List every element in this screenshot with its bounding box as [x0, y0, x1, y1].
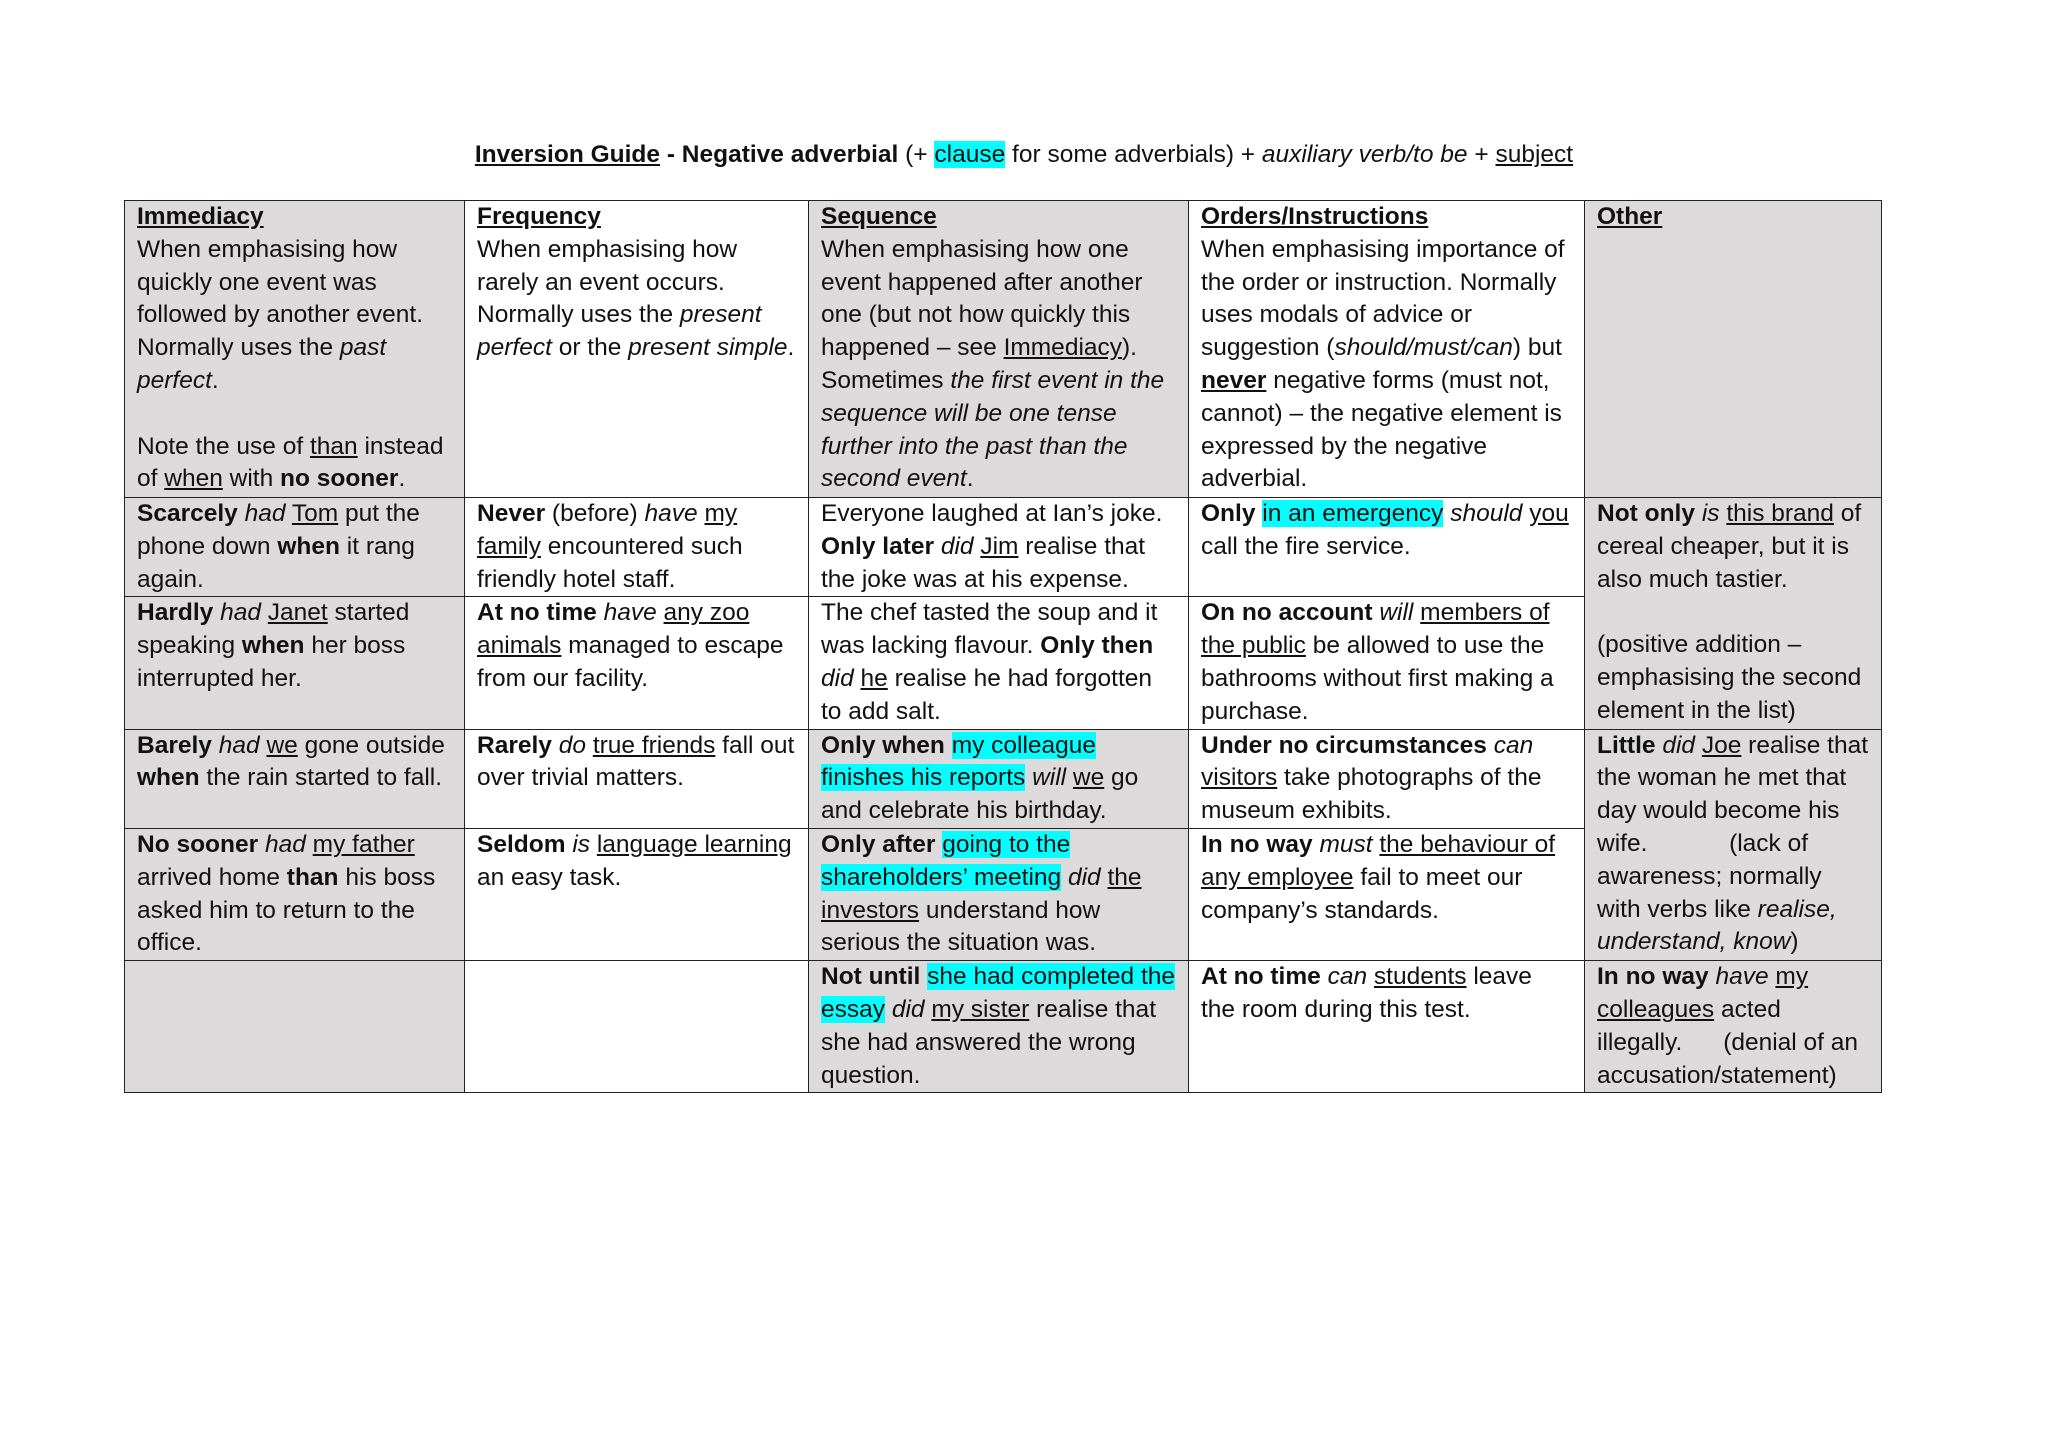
adverbial: Seldom [477, 830, 566, 858]
cell-orders [1189, 597, 1585, 729]
cell-text [657, 599, 664, 626]
title-subject: subject [1495, 141, 1574, 168]
subject: Joe [1701, 731, 1742, 759]
adverbial: Only when [821, 731, 945, 759]
subject: Janet [267, 599, 328, 627]
title-adverbial: - Negative adverbial [660, 141, 899, 168]
cell-frequency-empty [465, 961, 809, 1093]
cell-other [1585, 498, 1882, 730]
header-text: When emphasising how quickly one event was followed by another event. Normally uses the [137, 235, 424, 362]
cell-orders [1189, 961, 1585, 1093]
cell-text [1695, 732, 1702, 759]
clause-highlight: my colleague finishes his reports [821, 731, 1097, 792]
cell-text: her boss interrupted her. [137, 632, 406, 692]
adverbial: On no account [1201, 599, 1373, 627]
usage-note: (positive addition – emphasising the second element in the list) [1597, 631, 1862, 724]
cell-text: put the phone down [137, 500, 420, 560]
header-text: present simple [628, 334, 788, 362]
cell-text: fail to meet our company’s standards. [1201, 863, 1523, 924]
clause-highlight: she had completed the essay [821, 963, 1176, 1023]
table-row [125, 961, 1882, 1093]
adverbial: In no way [1597, 963, 1709, 991]
cell-text [854, 665, 861, 692]
adverbial: Barely [137, 731, 212, 759]
title-guide: Inversion Guide [474, 141, 661, 168]
cell-text: be allowed to use the bathrooms without first making a purchase. [1201, 632, 1554, 725]
title-plus: + [1467, 141, 1496, 168]
header-text: . [398, 465, 406, 493]
cell-text: his boss asked him to return to the office. [137, 863, 436, 957]
cell-sequence [809, 828, 1189, 960]
cell-text [885, 996, 892, 1023]
header-text: . [966, 465, 974, 493]
usage-note: ) [1790, 928, 1799, 956]
cell-text: arrived home [137, 863, 287, 891]
usage-note: realise, understand, know [1597, 895, 1837, 956]
cell-text [306, 831, 313, 858]
adverbial: Never [477, 500, 546, 527]
cell-frequency [465, 597, 809, 729]
cell-text: fall out over trivial matters. [477, 731, 795, 792]
adverbial: No sooner [137, 830, 259, 858]
subject: this brand [1726, 500, 1834, 527]
auxiliary: should [1450, 500, 1523, 527]
header-text: . [787, 334, 795, 362]
cell-immediacy-empty [125, 961, 465, 1093]
clause-highlight: in an emergency [1262, 500, 1444, 527]
header-text: ). Sometimes [821, 334, 1137, 394]
cell-orders [1189, 828, 1585, 960]
cell-orders [1189, 498, 1585, 597]
usage-note: (denial of an accusation/statement) [1597, 1028, 1859, 1089]
auxiliary: do [558, 731, 586, 759]
subject: Tom [291, 500, 339, 527]
subject: my colleagues [1597, 963, 1809, 1023]
auxiliary: can [1493, 731, 1534, 759]
cell-text [1695, 500, 1702, 527]
header-text: When emphasising importance of the order or instruction. Normally uses modals of advice or suggestion ( [1201, 235, 1565, 362]
cell-immediacy [125, 498, 465, 597]
cell-sequence [809, 597, 1189, 729]
cell-frequency [465, 828, 809, 960]
header-text: When emphasising how rarely an event occurs. Normally uses the [477, 235, 738, 329]
header-text: should/must/can [1334, 334, 1513, 362]
cell-text: realise that the woman he met that day would become his wife. [1597, 731, 1869, 857]
auxiliary: did [1067, 863, 1101, 891]
adverbial: In no way [1201, 830, 1313, 858]
adverbial: At no time [477, 599, 597, 627]
cell-text [934, 533, 941, 560]
adverbial: Scarcely [137, 500, 238, 527]
adverbial: Only then [1040, 632, 1154, 660]
header-other [1585, 201, 1882, 498]
header-text: or the [551, 334, 629, 362]
cell-text: realise he had forgotten to add salt. [821, 664, 1153, 725]
subject: true friends [592, 731, 716, 759]
auxiliary: had [244, 500, 286, 527]
subject: he [860, 664, 888, 692]
cell-frequency [465, 498, 809, 597]
title-mid: for some adverbials) + [1005, 141, 1262, 168]
header-text: Note the use of [137, 432, 310, 460]
cell-text [597, 599, 604, 626]
header-frequency [465, 201, 809, 498]
cell-orders [1189, 729, 1585, 828]
cell-text [261, 599, 268, 626]
cell-text: realise that the joke was at his expense. [821, 532, 1146, 593]
cell-frequency [465, 729, 809, 828]
header-immediacy-name: Immediacy [137, 203, 264, 230]
adverbial: At no time [1201, 963, 1321, 991]
cell-text: an easy task. [477, 863, 622, 891]
header-text: when [164, 465, 223, 493]
header-text: instead of [137, 432, 444, 493]
header-text: than [309, 432, 358, 460]
adverbial: Under no circumstances [1201, 731, 1487, 759]
header-text: When emphasising how one event happened after another one (but not how quickly this happened – see [821, 235, 1143, 362]
cell-text: than [286, 863, 339, 891]
cell-text: when [277, 532, 340, 560]
cell-immediacy [125, 828, 465, 960]
auxiliary: have [1715, 963, 1769, 991]
subject: the investors [821, 863, 1142, 924]
subject: members of the public [1201, 599, 1550, 660]
cell-immediacy [125, 729, 465, 828]
auxiliary: will [1379, 599, 1414, 627]
adverbial: Not until [821, 963, 921, 991]
auxiliary: had [264, 830, 306, 858]
cell-text: leave the room during this test. [1201, 963, 1532, 1023]
adverbial: Only [1201, 500, 1256, 527]
cell-text [1487, 732, 1494, 759]
adverbial: Not only [1597, 500, 1695, 527]
header-text: the first event in the sequence will be one tense further into the past than the second event [821, 366, 1165, 493]
clause-highlight: going to the shareholders’ meeting [821, 830, 1071, 891]
inversion-table [124, 200, 1882, 1093]
header-text: Immediacy [1003, 334, 1123, 362]
cell-text: when [241, 632, 305, 660]
subject: students [1373, 963, 1467, 991]
adverbial: Little [1597, 731, 1656, 759]
header-text: never [1201, 366, 1267, 394]
header-text: past perfect [137, 334, 387, 394]
table-row [125, 498, 1882, 597]
cell-text: take photographs of the museum exhibits. [1201, 764, 1542, 825]
cell-text [1061, 864, 1068, 891]
header-text: with [222, 465, 281, 493]
subject: you [1529, 500, 1569, 527]
cell-text: when [137, 764, 200, 792]
cell-text: the rain started to fall. [199, 764, 443, 792]
header-orders-name: Orders/Instructions [1201, 203, 1429, 230]
cell-text [238, 500, 245, 527]
header-text: . [211, 366, 219, 394]
cell-text: started speaking [137, 599, 410, 660]
cell-sequence [809, 729, 1189, 828]
cell-text [590, 831, 597, 858]
cell-sequence [809, 961, 1189, 1093]
cell-text: it rang again. [137, 532, 415, 593]
adverbial: Rarely [477, 731, 552, 759]
subject: visitors [1201, 764, 1278, 792]
title-open: (+ [898, 141, 935, 168]
auxiliary: must [1319, 830, 1373, 858]
cell-text: understand how serious the situation was. [821, 896, 1101, 957]
title-aux: auxiliary verb/to be [1261, 141, 1468, 168]
table-row-header [125, 201, 1882, 498]
subject: we [1072, 764, 1105, 792]
cell-text [1367, 963, 1374, 990]
cell-text: go and celebrate his birthday. [821, 764, 1139, 825]
subject: the behaviour of any employee [1201, 830, 1556, 891]
header-text: ) but [1512, 334, 1562, 362]
auxiliary: will [1032, 764, 1067, 792]
cell-text: managed to escape from our facility. [477, 632, 784, 692]
cell-immediacy [125, 597, 465, 729]
header-text: negative forms (must not, cannot) – the negative element is expressed by the negative adverbial. [1201, 366, 1562, 493]
adverbial: Only after [821, 830, 936, 858]
cell-text [258, 831, 265, 858]
header-frequency-name: Frequency [477, 203, 601, 230]
usage-note: (lack of awareness; normally with verbs like [1597, 829, 1822, 923]
header-other-name: Other [1597, 203, 1663, 230]
cell-text [552, 732, 559, 759]
subject: my sister [931, 995, 1030, 1023]
page-title [0, 138, 2048, 172]
auxiliary: have [603, 599, 657, 627]
cell-text: The chef tasted the soup and it was lacking flavour. [821, 599, 1158, 660]
cell-text: acted illegally. [1597, 995, 1781, 1056]
header-sequence [809, 201, 1189, 498]
adverbial: Only later [821, 532, 935, 560]
header-orders [1189, 201, 1585, 498]
auxiliary: is [572, 830, 591, 858]
cell-sequence [809, 498, 1189, 597]
auxiliary: did [891, 995, 925, 1023]
cell-text: encountered such friendly hotel staff. [477, 532, 743, 593]
cell-other [1585, 961, 1882, 1093]
cell-text: realise that she had answered the wrong question. [821, 995, 1156, 1089]
header-immediacy [125, 201, 465, 498]
adverbial: Hardly [137, 599, 214, 627]
header-sequence-name: Sequence [821, 203, 937, 230]
subject: any zoo animals [477, 599, 750, 660]
cell-text: call the fire service. [1201, 532, 1411, 560]
table-row [125, 729, 1882, 828]
auxiliary: had [220, 599, 261, 627]
cell-text: Everyone laughed at Ian’s joke. [821, 500, 1163, 527]
cell-text [212, 732, 219, 759]
title-clause: clause [934, 141, 1006, 168]
auxiliary: is [1701, 500, 1720, 527]
cell-text [586, 732, 593, 759]
cell-text: gone outside [297, 731, 445, 759]
subject: we [266, 731, 298, 759]
cell-text [1321, 963, 1328, 990]
subject: language learning [596, 830, 792, 858]
auxiliary: did [940, 532, 974, 560]
auxiliary: had [218, 731, 260, 759]
cell-text: (before) [545, 500, 645, 527]
auxiliary: have [644, 500, 698, 527]
cell-text [945, 732, 952, 759]
subject: my father [312, 830, 415, 858]
auxiliary: did [1662, 731, 1696, 759]
header-text: present perfect [477, 301, 762, 362]
auxiliary: did [821, 664, 854, 692]
subject: Jim [980, 532, 1019, 560]
cell-text: of cereal cheaper, but it is also much tastier. [1597, 500, 1862, 593]
auxiliary: can [1327, 963, 1368, 991]
cell-other [1585, 729, 1882, 961]
header-text: no sooner [280, 465, 399, 493]
subject: my family [477, 500, 738, 560]
cell-text [1066, 764, 1073, 791]
